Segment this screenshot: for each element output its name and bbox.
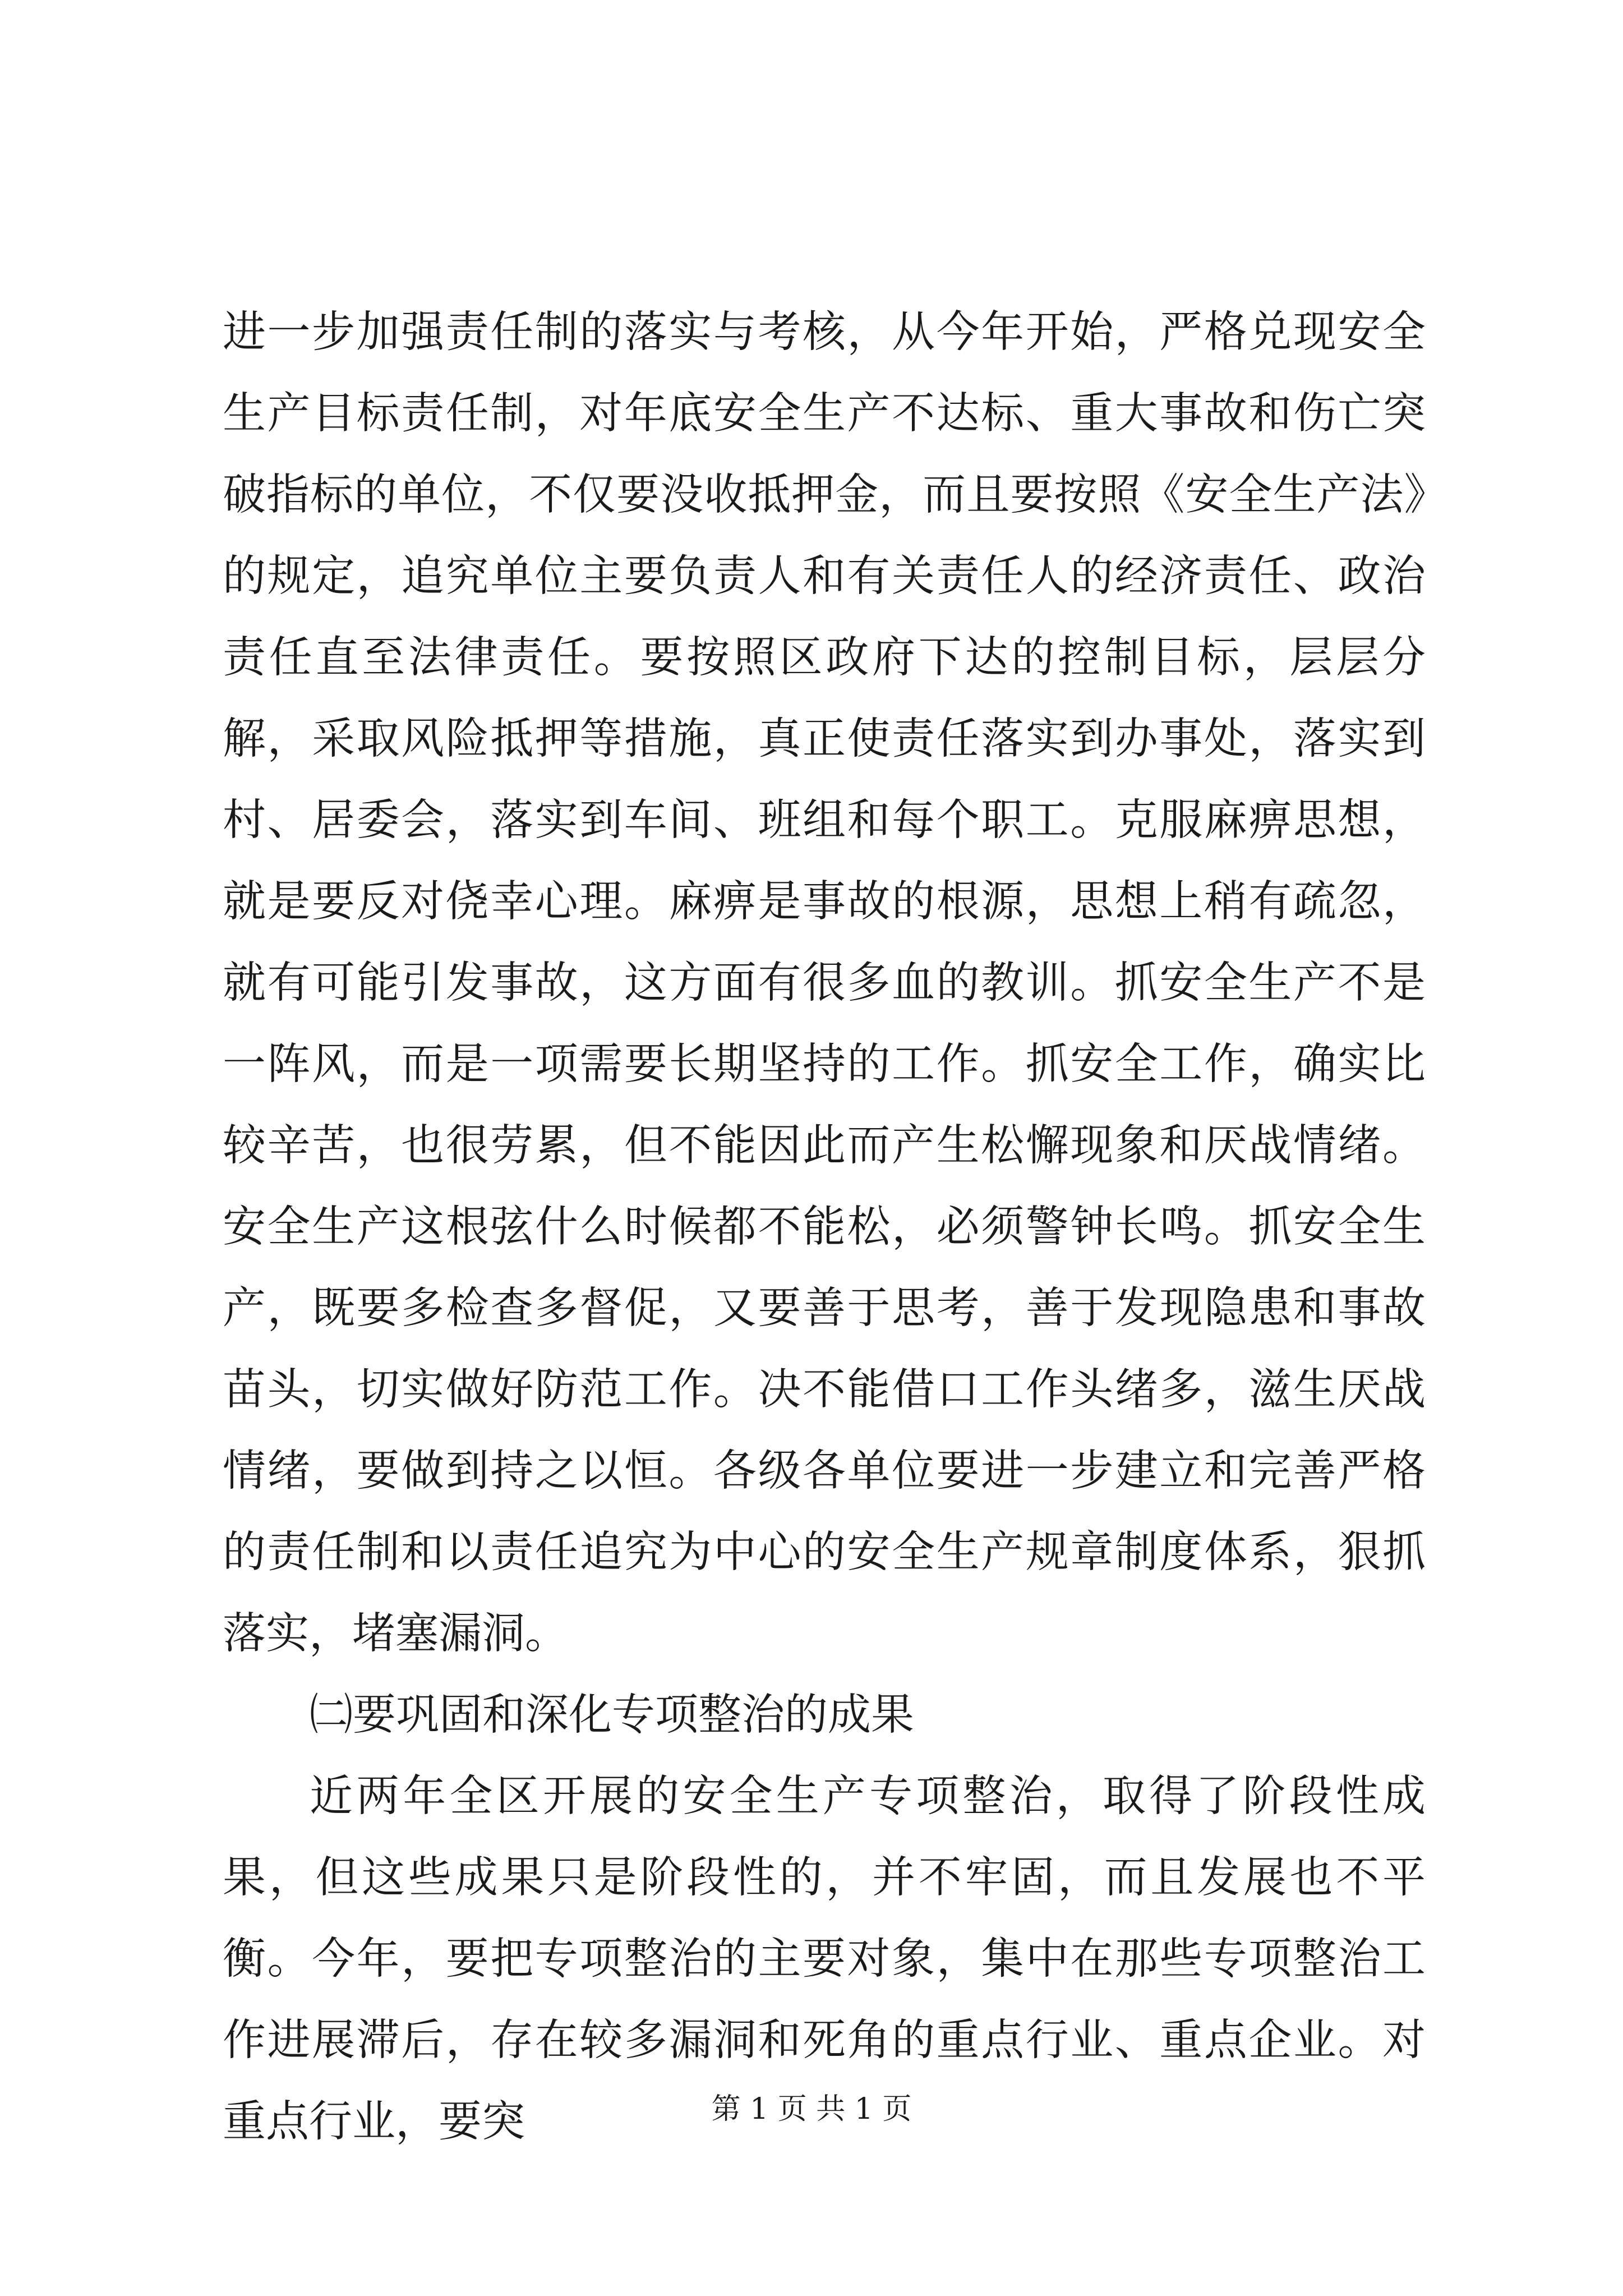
- section-heading: ㈡要巩固和深化专项整治的成果: [310, 1690, 914, 1740]
- paragraph-special-rectification: 近两年全区开展的安全生产专项整治，取得了阶段性成果，但这些成果只是阶段性的，并不牢固，而且发展也不平衡。今年，要把专项整治的主要对象，集中在那些专项整治工作进展滞后，存在较多漏洞和死角的重点行业、重点企业。对重点行业，要突: [223, 1772, 1426, 2147]
- page-footer: 第 1 页 共 1 页: [711, 2092, 912, 2126]
- paragraph-responsibility: 进一步加强责任制的落实与考核，从今年开始，严格兑现安全生产目标责任制，对年底安全生产不达标、重大事故和伤亡突破指标的单位，不仅要没收抵押金，而且要按照《安全生产法》的规定，追究单位主要负责人和有关责任人的经济责任、政治责任直至法律责任。要按照区政府下达的控制目标，层层分解，采取风险抵押等措施，真正使责任落实到办事处，落实到村、居委会，落实到车间、班组和每个职工。克服麻痹思想，就是要反对侥幸心理。麻痹是事故的根源，思想上稍有疏忽，就有可能引发事故，这方面有很多血的教训。抓安全生产不是一阵风，而是一项需要长期坚持的工作。抓安全工作，确实比较辛苦，也很劳累，但不能因此而产生松懈现象和厌战情绪。安全生产这根弦什么时候都不能松，必须警钟长鸣。抓安全生产，既要多检查多督促，又要善于思考，善于发现隐患和事故苗头，切实做好防范工作。决不能借口工作头绪多，滋生厌战情绪，要做到持之以恒。各级各单位要进一步建立和完善严格的责任制和以责任追究为中心的安全生产规章制度体系，狠抓落实，堵塞漏洞。: [223, 307, 1426, 1659]
- body-text: [223, 292, 1426, 2162]
